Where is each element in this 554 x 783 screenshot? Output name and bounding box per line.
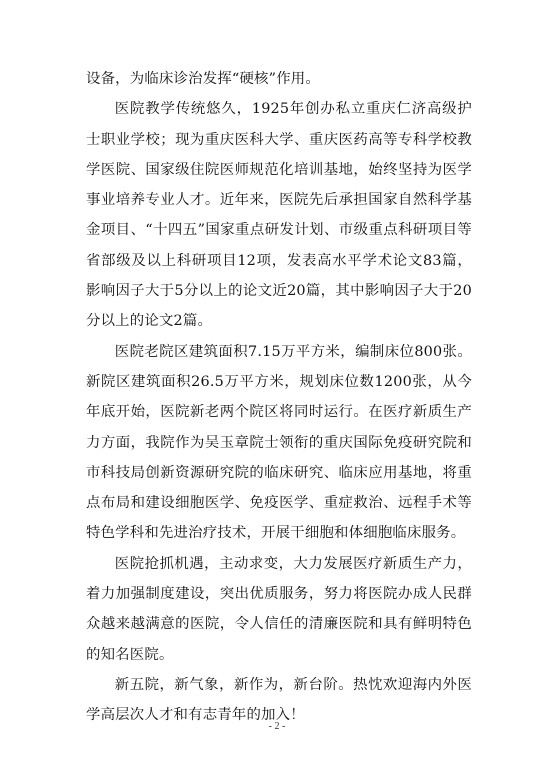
paragraph-teaching-research: 医院教学传统悠久，1925年创办私立重庆仁济高级护士职业学校；现为重庆医科大学、重庆医药高等专科学校教学医院、国家级住院医师规范化培训基地，始终坚持为医学事业培养专业人才。近年来，医院先后承担国家自然科学基金项目、“十四五”国家重点研发计划、市级重点科研项目等省部级及以上科研项目12项，发表高水平学术论文83篇，影响因子大于5分以上的论文近20篇，其中影响因子大于20分以上的论文2篇。 — [86, 101, 472, 330]
paragraph-campus-development: 医院老院区建筑面积7.15万平方米，编制床位800张。新院区建筑面积26.5万平方米，规划床位数1200张，从今年底开始，医院新老两个院区将同时运行。在医疗新质生产力方面，我院作为吴玉章院士领衔的重庆国际免疫研究院和市科技局创新资源研究院的临床研究、临床应用基地，将重点布局和建设细胞医学、免疫医学、重症救治、远程手术等特色学科和先进治疗技术，开展干细胞和体细胞临床服务。 — [86, 343, 472, 542]
body-text — [86, 64, 472, 731]
paragraph-recruitment: 新五院，新气象，新作为，新台阶。热忱欢迎海内外医学高层次人才和有志青年的加入！ — [86, 676, 472, 724]
paragraph-continuation: 设备，为临床诊治发挥“硬核”作用。 — [86, 71, 320, 87]
paragraph-strategy: 医院抢抓机遇，主动求变，大力发展医疗新质生产力，着力加强制度建设，突出优质服务，努力将医院办成人民群众越来越满意的医院，令人信任的清廉医院和具有鲜明特色的知名医院。 — [86, 555, 472, 663]
page-number: - 2 - — [268, 721, 286, 732]
